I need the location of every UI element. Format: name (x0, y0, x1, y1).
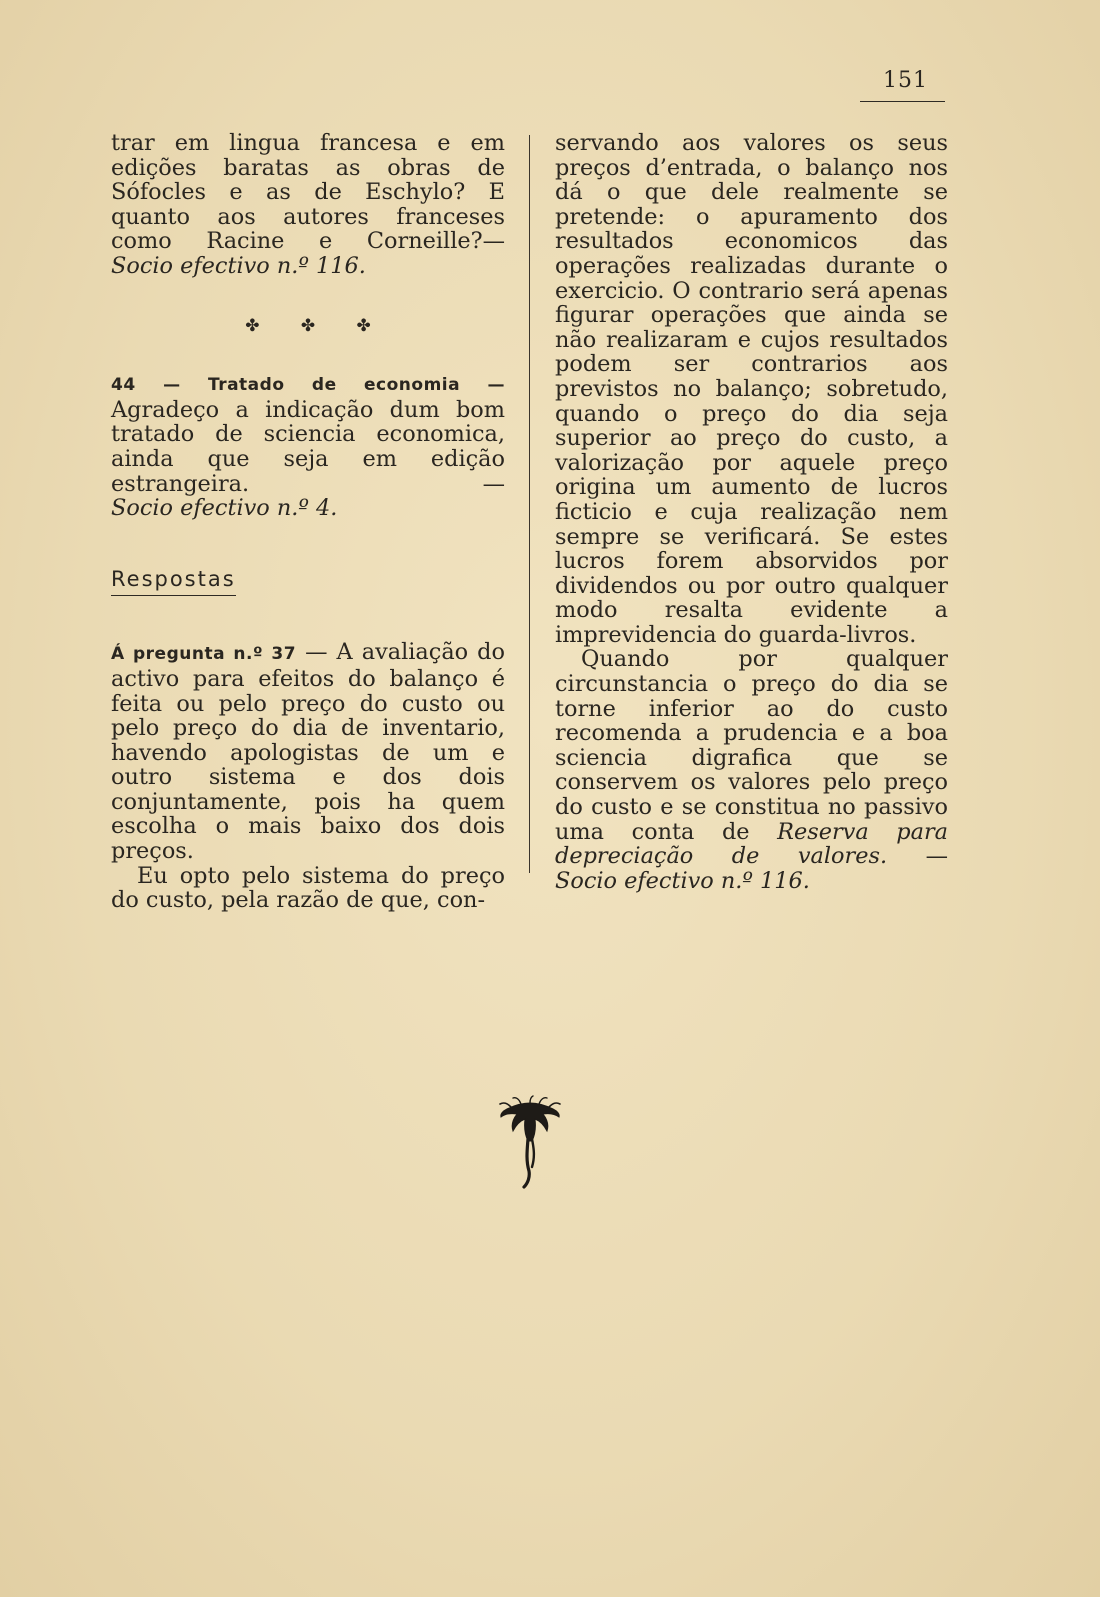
right-paragraph-2 (555, 647, 948, 893)
intro-text: trar em lingua francesa e em edições baratas as obras de Sófocles e as de Eschylo? E quanto aos autores franceses como Racine e Corneille?— (111, 130, 505, 255)
section-gap (111, 596, 505, 640)
right-signature: Socio efectivo n.º 116. (555, 867, 810, 894)
intro-paragraph (111, 131, 505, 279)
column-divider (529, 135, 530, 873)
answer-37-text: — A avaliação do activo para efeitos do balanço é feita ou pelo preço do custo ou pelo preço do dia de inventario, havendo apologistas de um e outro sistema e dos dois conjuntamente, pois ha quem escolha o mais baixo dos dois preços. (111, 639, 505, 865)
question-44-heading: 44 — Tratado de economia — (111, 375, 505, 396)
answer-37-paragraph-2: Eu opto pelo sistema do preço do custo, pela razão de que, con- (111, 862, 505, 914)
right-paragraph-2-text: Quando por qualquer circunstancia o preço do dia se torne inferior ao do custo recomenda a prudencia e a boa sciencia digrafica que se conservem os valores pelo preço do custo e se constitua no passivo uma conta de (555, 646, 948, 845)
page-number-rule (860, 101, 945, 102)
question-44 (111, 371, 505, 521)
tailpiece-ornament-icon (495, 1095, 565, 1190)
question-44-text: Agradeço a indicação dum bom tratado de sciencia economica, ainda que seja em edição estrangeira. — (111, 396, 505, 497)
right-paragraph-1: servando aos valores os seus preços d’entrada, o balanço nos dá o que dele realmente se pretende: o apuramento dos resultados economicos das operações realizadas durante o exercicio. O contrario será apenas figurar operações que ainda se não realizaram e cujos resultados podem ser contrarios aos previstos no balanço; sobretudo, quando o preço do dia seja superior ao preço do custo, a valorização por aquele preço origina um aumento de lucros ficticio e cuja realização nem sempre se verificará. Se estes lucros forem absorvidos por dividendos ou por outro qualquer modo resalta evidente a imprevidencia do guarda-livros. (555, 130, 948, 648)
signature-dash: — (887, 843, 948, 870)
question-44-signature: Socio efectivo n.º 4. (111, 495, 338, 522)
right-column (555, 131, 948, 893)
answer-37 (111, 640, 505, 863)
page-number: 151 (883, 68, 928, 93)
section-title-respostas: Respostas (111, 567, 236, 597)
reserve-term: Reserva para depreciação de valores. (555, 818, 948, 870)
answer-37-heading: Á pregunta n.º 37 (111, 644, 297, 665)
asterism-separator: ✤ ✤ ✤ (245, 315, 389, 336)
left-column (111, 131, 505, 913)
intro-signature: Socio efectivo n.º 116. (111, 252, 366, 279)
